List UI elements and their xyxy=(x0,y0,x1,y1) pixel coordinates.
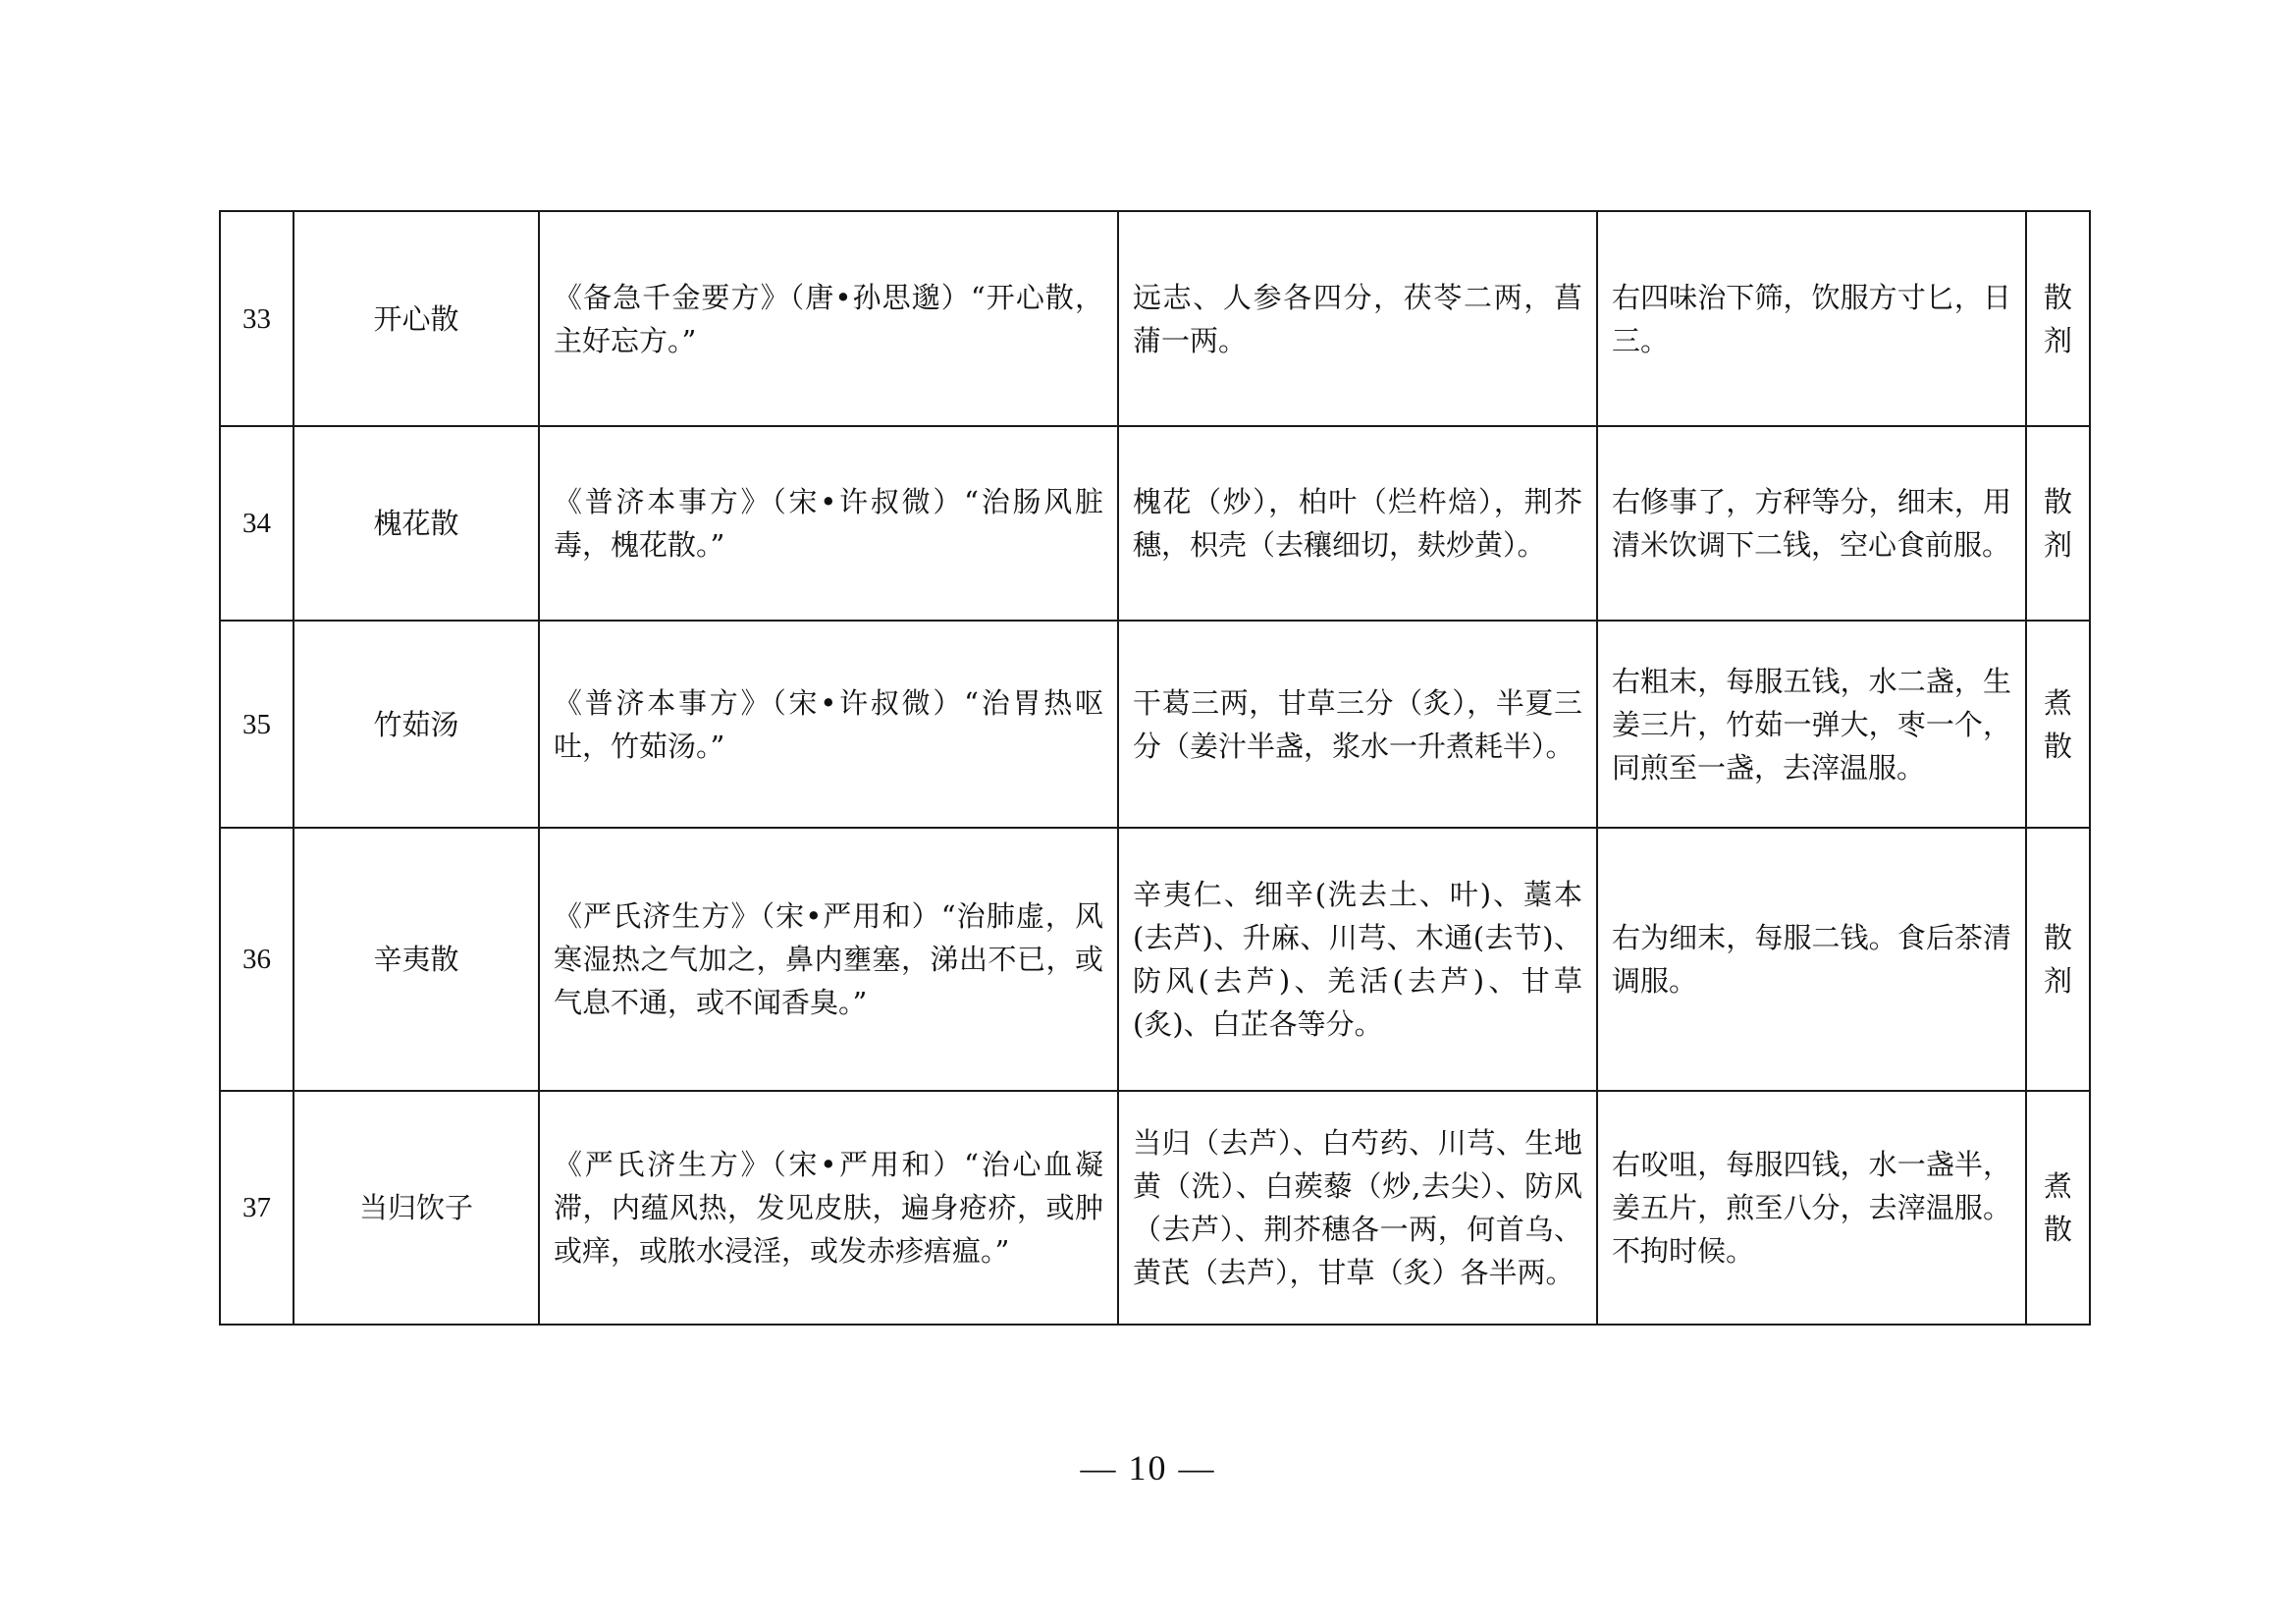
usage-text: 右四味治下筛，饮服方寸匕，日三。 xyxy=(1612,280,2011,357)
formula-form xyxy=(2026,1091,2090,1325)
formula-form xyxy=(2026,426,2090,621)
source-text: 《严氏济生方》（宋•严用和）“治心血凝滞，内蕴风热，发见皮肤，遍身疮疥，或肿或痒，或脓水浸淫，或发赤疹痦瘟。” xyxy=(554,1148,1103,1268)
formula-composition xyxy=(1118,621,1597,828)
formula-source xyxy=(539,1091,1118,1325)
form-text: 煮散 xyxy=(2043,685,2072,763)
formula-table xyxy=(219,210,2091,1326)
row-number: 37 xyxy=(220,1091,294,1325)
usage-text: 右㕮咀，每服四钱，水一盏半，姜五片，煎至八分，去滓温服。不拘时候。 xyxy=(1612,1148,2011,1268)
composition-text: 干葛三两，甘草三分（炙），半夏三分（姜汁半盏，浆水一升煮耗半）。 xyxy=(1133,685,1582,763)
formula-source xyxy=(539,828,1118,1091)
formula-name: 竹茹汤 xyxy=(294,621,539,828)
usage-text: 右修事了，方秤等分，细末，用清米饮调下二钱，空心食前服。 xyxy=(1612,485,2011,562)
form-text: 煮散 xyxy=(2043,1169,2072,1246)
formula-composition xyxy=(1118,1091,1597,1325)
row-number: 34 xyxy=(220,426,294,621)
source-text: 《严氏济生方》（宋•严用和）“治肺虚，风寒湿热之气加之，鼻内壅塞，涕出不已，或气息不通，或不闻香臭。” xyxy=(554,899,1103,1019)
row-number: 33 xyxy=(220,211,294,426)
formula-source xyxy=(539,621,1118,828)
formula-usage xyxy=(1597,1091,2026,1325)
formula-usage xyxy=(1597,426,2026,621)
composition-text: 远志、人参各四分，茯苓二两，菖蒲一两。 xyxy=(1133,280,1582,357)
formula-form xyxy=(2026,828,2090,1091)
formula-name: 当归饮子 xyxy=(294,1091,539,1325)
table-row xyxy=(220,1091,2090,1325)
formula-form xyxy=(2026,211,2090,426)
usage-text: 右为细末，每服二钱。食后茶清调服。 xyxy=(1612,921,2011,998)
source-text: 《普济本事方》（宋•许叔微）“治肠风脏毒，槐花散。” xyxy=(554,485,1103,562)
formula-name: 开心散 xyxy=(294,211,539,426)
formula-usage xyxy=(1597,211,2026,426)
formula-name: 槐花散 xyxy=(294,426,539,621)
formula-source xyxy=(539,426,1118,621)
formula-source xyxy=(539,211,1118,426)
composition-text: 槐花（炒），柏叶（烂杵焙），荆芥穗，枳壳（去穰细切，麸炒黄）。 xyxy=(1133,485,1582,562)
formula-usage xyxy=(1597,621,2026,828)
formula-form xyxy=(2026,621,2090,828)
usage-text: 右粗末，每服五钱，水二盏，生姜三片，竹茹一弹大，枣一个，同煎至一盏，去滓温服。 xyxy=(1612,664,2011,785)
formula-composition xyxy=(1118,426,1597,621)
row-number: 36 xyxy=(220,828,294,1091)
source-text: 《普济本事方》（宋•许叔微）“治胃热呕吐，竹茹汤。” xyxy=(554,685,1103,763)
form-text: 散剂 xyxy=(2043,921,2072,998)
form-text: 散剂 xyxy=(2043,485,2072,562)
formula-composition xyxy=(1118,828,1597,1091)
table-row xyxy=(220,621,2090,828)
formula-name: 辛夷散 xyxy=(294,828,539,1091)
page-number: — 10 — xyxy=(1080,1448,1216,1488)
table-row xyxy=(220,211,2090,426)
source-text: 《备急千金要方》（唐•孙思邈）“开心散，主好忘方。” xyxy=(554,280,1103,357)
table-row xyxy=(220,426,2090,621)
row-number: 35 xyxy=(220,621,294,828)
composition-text: 辛夷仁、细辛(洗去土、叶)、藁本(去芦)、升麻、川芎、木通(去节)、防风(去芦)、羌活(去芦)、甘草(炙)、白芷各等分。 xyxy=(1133,878,1582,1041)
table-row xyxy=(220,828,2090,1091)
composition-text: 当归（去芦）、白芍药、川芎、生地黄（洗）、白蒺藜（炒,去尖）、防风（去芦）、荆芥穗各一两，何首乌、黄芪（去芦），甘草（炙）各半两。 xyxy=(1133,1126,1582,1289)
form-text: 散剂 xyxy=(2043,280,2072,357)
formula-composition xyxy=(1118,211,1597,426)
formula-usage xyxy=(1597,828,2026,1091)
